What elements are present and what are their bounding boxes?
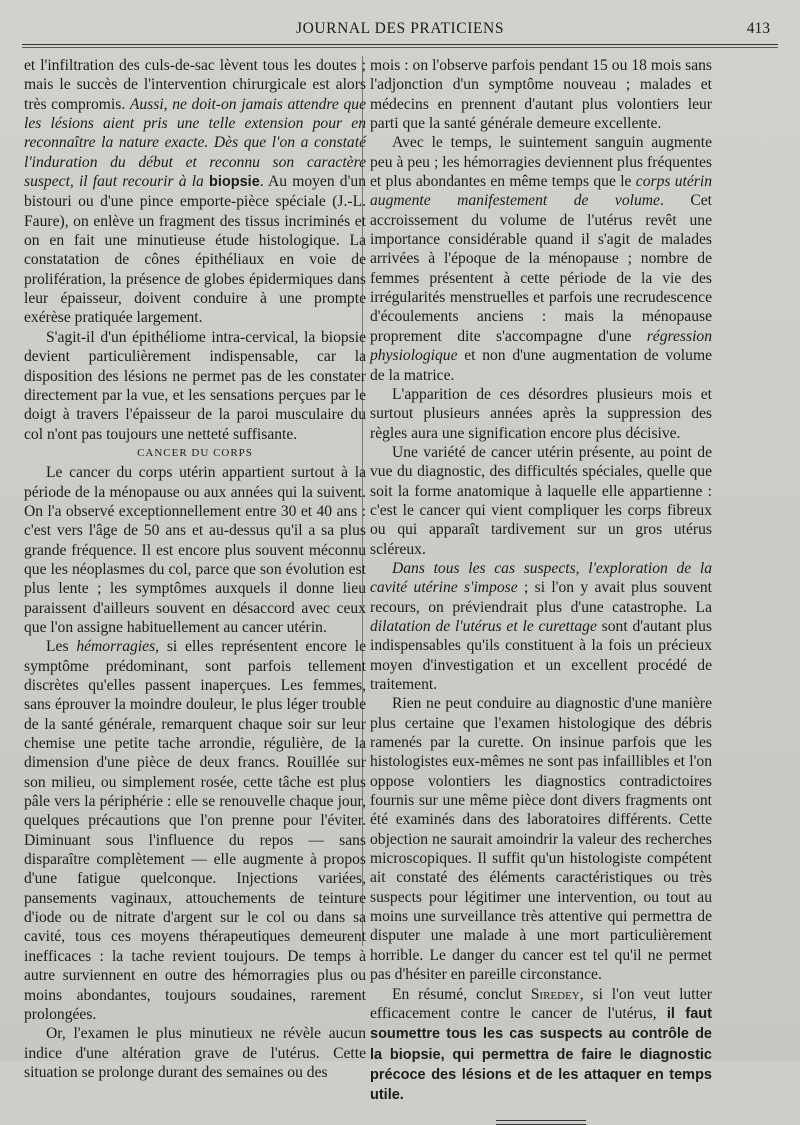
paragraph-text: et non d'une augmentation de volume de la matrice. (370, 347, 712, 384)
end-rule (496, 1120, 586, 1125)
paragraph-text: et l'infiltration des culs-de-sac lèvent tous les doutes ; mais le succès de l'intervention chirurgicale est alors très compromis. (24, 57, 366, 113)
paragraph (370, 559, 712, 694)
paragraph: Le cancer du corps utérin appartient surtout à la période de la ménopause ou aux années qui la suivent. On l'a observé exceptionnellement entre 30 et 40 ans : c'est vers l'âge de 50 ans et au-dessus qu'il a sa plus grande fréquence. Il est encore plus souvent méconnu que les néoplasmes du col, parce que son évolution est plus lente ; les symptômes auxquels il donne lieu paraissent d'ailleurs souvent en désaccord avec ceux que l'on assigne habituellement au cancer utérin. (24, 464, 366, 636)
paragraph-text: Avec le temps, le suintement sanguin augmente peu à peu ; les hémorragies deviennent plus fréquentes et plus abondantes en même temps que le (370, 134, 712, 191)
paragraph (24, 56, 366, 328)
section-title: CANCER DU CORPS (137, 446, 253, 459)
paragraph: Or, l'examen le plus minutieux ne révèle aucun indice d'une altération grave de l'utérus. Cette situation se prolonge durant des semaines ou des (24, 1025, 366, 1081)
page-number: 413 (746, 20, 770, 37)
bold-conclusion: il faut soumettre tous les cas suspects au contrôle de la biopsie, qui permettra de faire le diagnostic précoce des lésions et de les attaquer en temps utile. (370, 1005, 712, 1104)
left-column (24, 56, 366, 1082)
paragraph (370, 133, 712, 384)
right-column (370, 56, 712, 1125)
paragraph-text: En résumé, conclut (392, 985, 531, 1003)
paragraph: mois : on l'observe parfois pendant 15 ou 18 mois sans l'adjonction d'un symptôme nouveau ; malades et médecins en prennent d'autant plus volontiers leur parti que la santé générale demeure excellente. (370, 57, 712, 133)
paragraph-text: . Cet accroissement du volume de l'utérus revêt une importance considérable quand il s'agit de malades arrivées à l'époque de la ménopause ; nombre de femmes présentent à cette période de la vie des irrégularités menstruelles et parfois une recrudescence d'écoulements anciens : mais la ménopause proprement dite s'accompagne d'une (370, 192, 712, 345)
paragraph-text: . Au moyen d'un bistouri ou d'une pince emporte-pièce spéciale (J.-L. Faure), on enlève un fragment des tissus incriminés et on en fait une minutieuse étude histologique. La constatation de cônes épithéliaux en voie de prolifération, la présence de globes épidermiques dans leur épaisseur, doivent conduire à une prompte exérèse pratiquée largement. (24, 173, 366, 327)
page-header (22, 18, 778, 46)
paragraph: L'apparition de ces désordres plusieurs mois et surtout plusieurs années après la suppression des règles aura une signification encore plus décisive. (370, 385, 712, 442)
paragraph: S'agit-il d'un épithéliome intra-cervical, la biopsie devient particulièrement indispensable, car la disposition des lésions ne permet pas de les constater directement par la vue, et les sensations perçues par le doigt à travers l'épaisseur de la paroi musculaire du col n'ont pas toujours une netteté suffisante. (24, 328, 366, 443)
paragraph (24, 637, 366, 1024)
paragraph (370, 985, 712, 1106)
paragraph-text: , si l'on veut lutter efficacement contre le cancer de l'utérus, (370, 985, 712, 1022)
paragraph-text: Les (46, 638, 77, 656)
italic-text: hémorragies (76, 638, 156, 656)
paragraph-text: ; si l'on y avait plus souvent recours, on préviendrait plus d'une catastrophe. La (370, 579, 712, 616)
italic-text: corps utérin augmente manifestement de volume (370, 173, 712, 210)
italic-text: Dans tous les cas suspects, l'exploration de la cavité utérine s'impose (370, 559, 712, 597)
paragraph-text: sont d'autant plus indispensables qu'ils constituent à la fois un précieux moyen d'investigation et un excellent procédé de traitement. (370, 617, 712, 693)
journal-title: JOURNAL DES PRATICIENS (295, 20, 505, 37)
paragraph-text: , si elles représentent encore le symptôme prédominant, sont parfois tellement discrètes qu'elles passent inaperçues. Les femmes, sans éprouver la moindre douleur, le plus léger trouble de la santé générale, remarquent chaque soir sur leur chemise une petite tache arrondie, régulière, de la dimension d'une pièce de deux francs. Rouillée sur son milieu, ou simplement rosée, cette tâche est plus pâle vers la périphérie : elle se renouvelle chaque jour, quelques précautions que l'on prenne pour l'éviter. Diminuant sous l'influence du repos — sans disparaître complètement — elle augmente à propos d'une fatigue quelconque. Injections variées, pansements vaginaux, attouchements de teinture d'iode ou de nitrate d'argent sur le col ou dans sa cavité, tous ces moyens thérapeutiques demeurent inefficaces : la tache revient toujours. De temps à autre surviennent en outre des hémorragies plus ou moins abondantes, toujours soudaines, rarement prolongées. (24, 638, 366, 1023)
italic-text: Aussi, ne doit-on jamais attendre que les lésions aient pris une telle extension pour en reconnaître la nature exacte. Dès que l'on a constaté l'induration du début et reconnu son caractère suspect, il faut recourir à la (24, 95, 367, 191)
paragraph: Rien ne peut conduire au diagnostic d'une manière plus certaine que l'examen histologique des débris ramenés par la curette. On insinue parfois que les histologistes eux-mêmes ne sont pas infaillibles et l'on oppose volontiers les diagnostics contradictoires fournis sur une même pièce dont divers fragments ont été examinés dans des laboratoires différents. Cette objection ne saurait amoindrir la valeur des recherches microscopiques. Il suffit qu'un histologiste compétent ait constaté des éléments caractéristiques ou très suspects pour légitimer une intervention, ou tout au moins une surveillance très attentive qui permettra de disputer une malade à une mort particulièrement horrible. Le danger du cancer est tel qu'il ne permet pas d'hésiter en pareille circonstance. (370, 695, 712, 984)
bold-term: biopsie (209, 174, 260, 191)
italic-text: régression physiologique (370, 327, 712, 365)
italic-text: dilatation de l'utérus et le curettage (370, 617, 597, 635)
paragraph: Une variété de cancer utérin présente, au point de vue du diagnostic, des difficultés spéciales, quelle que soit la forme anatomique à laquelle elle appartienne : c'est le cancer qui vient compliquer les corps fibreux ou qui apparaît tardivement sur un gros utérus scléreux. (370, 443, 712, 558)
author-name: Siredey (530, 985, 580, 1003)
header-rule (22, 44, 778, 48)
